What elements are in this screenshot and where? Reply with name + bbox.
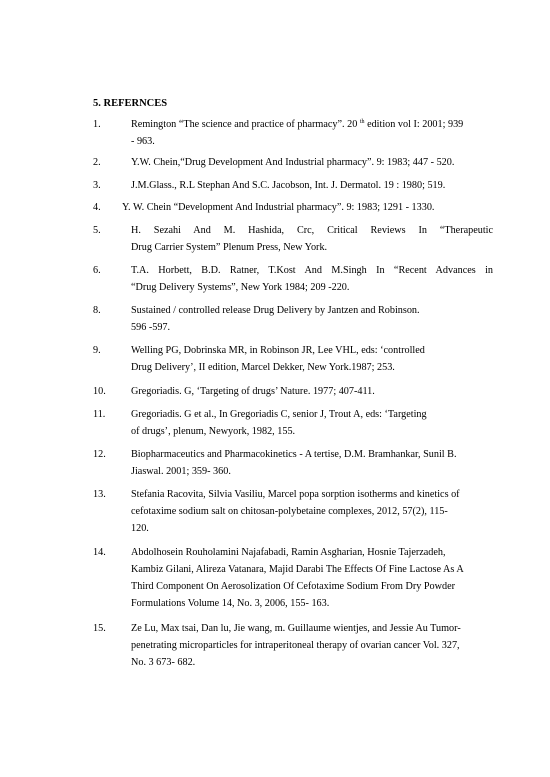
reference-line: - 963. — [131, 136, 155, 147]
reference-number: 12. — [93, 449, 106, 460]
reference-text — [131, 262, 493, 296]
reference-line: Sustained / controlled release Drug Delivery by Jantzen and Robinson. — [131, 305, 420, 316]
reference-line: J.M.Glass., R.L Stephan And S.C. Jacobson, Int. J. Dermatol. 19 : 1980; 519. — [131, 180, 446, 191]
reference-number: 14. — [93, 547, 106, 558]
reference-number: 11. — [93, 409, 106, 420]
reference-text — [131, 486, 493, 537]
reference-number: 15. — [93, 623, 106, 634]
reference-text — [131, 177, 493, 194]
reference-line: penetrating microparticles for intraperitoneal therapy of ovarian cancer Vol. 327, — [131, 640, 460, 651]
reference-line: H. Sezahi And M. Hashida, Crc, Critical Reviews In “Therapeutic — [131, 225, 493, 236]
reference-line: Third Component On Aerosolization Of Cefotaxime Sodium From Dry Powder — [131, 581, 455, 592]
reference-line: Abdolhosein Rouholamini Najafabadi, Ramin Asgharian, Hosnie Tajerzadeh, — [131, 547, 446, 558]
reference-text-part: edition vol I: 2001; 939 — [364, 119, 464, 130]
reference-line: of drugs’, plenum, Newyork, 1982, 155. — [131, 426, 296, 437]
reference-number: 1. — [93, 119, 101, 130]
reference-line: 596 -597. — [131, 322, 171, 333]
reference-text — [131, 620, 493, 671]
reference-number: 5. — [93, 225, 101, 236]
reference-line: Formulations Volume 14, No. 3, 2006, 155- 163. — [131, 598, 330, 609]
reference-text — [131, 342, 493, 376]
reference-number: 3. — [93, 180, 101, 191]
reference-text — [131, 383, 493, 400]
reference-text — [131, 446, 493, 480]
reference-line: “Drug Delivery Systems”, New York 1984; 209 -220. — [131, 282, 350, 293]
reference-number: 9. — [93, 345, 101, 356]
reference-text — [131, 116, 493, 150]
reference-line: Drug Carrier System” Plenum Press, New York. — [131, 242, 328, 253]
reference-text — [131, 544, 493, 612]
reference-line: Y.W. Chein,“Drug Development And Industrial pharmacy”. 9: 1983; 447 - 520. — [131, 157, 455, 168]
reference-line: No. 3 673- 682. — [131, 657, 196, 668]
reference-text-part: Remington “The science and practice of pharmacy”. 20 — [131, 119, 360, 130]
reference-line: cefotaxime sodium salt on chitosan-polybetaine complexes, 2012, 57(2), 115- — [131, 506, 448, 517]
reference-number: 6. — [93, 265, 101, 276]
reference-number: 10. — [93, 386, 106, 397]
reference-line: Biopharmaceutics and Pharmacokinetics - A tertise, D.M. Bramhankar, Sunil B. — [131, 449, 457, 460]
reference-text — [122, 199, 484, 216]
reference-line: Stefania Racovita, Silvia Vasiliu, Marcel popa sorption isotherms and kinetics of — [131, 489, 460, 500]
reference-line: Kambiz Gilani, Alireza Vatanara, Majid Darabi The Effects Of Fine Lactose As A — [131, 564, 464, 575]
reference-number: 13. — [93, 489, 106, 500]
reference-line: Welling PG, Dobrinska MR, in Robinson JR, Lee VHL, eds: ‘controlled — [131, 345, 425, 356]
reference-line: Ze Lu, Max tsai, Dan lu, Jie wang, m. Guillaume wientjes, and Jessie Au Tumor- — [131, 623, 461, 634]
reference-line: Gregoriadis. G, ‘Targeting of drugs’ Nature. 1977; 407-411. — [131, 386, 375, 397]
superscript: th — [359, 119, 365, 125]
reference-line: 120. — [131, 523, 149, 534]
reference-text — [131, 406, 493, 440]
section-heading: 5. REFERNCES — [93, 98, 168, 109]
reference-line: Gregoriadis. G et al., In Gregoriadis C, senior J, Trout A, eds: ‘Targeting — [131, 409, 427, 420]
reference-number: 8. — [93, 305, 101, 316]
reference-text — [131, 302, 493, 336]
reference-text — [131, 222, 493, 256]
reference-text — [131, 154, 493, 171]
reference-line: Y. W. Chein “Development And Industrial pharmacy”. 9: 1983; 1291 - 1330. — [122, 202, 435, 213]
reference-line: Jiaswal. 2001; 359- 360. — [131, 466, 231, 477]
reference-line — [131, 116, 493, 133]
reference-number: 2. — [93, 157, 101, 168]
reference-line: T.A. Horbett, B.D. Ratner, T.Kost And M.Singh In “Recent Advances in — [131, 265, 493, 276]
reference-number: 4. — [93, 202, 101, 213]
reference-line: Drug Delivery’, II edition, Marcel Dekker, New York.1987; 253. — [131, 362, 395, 373]
